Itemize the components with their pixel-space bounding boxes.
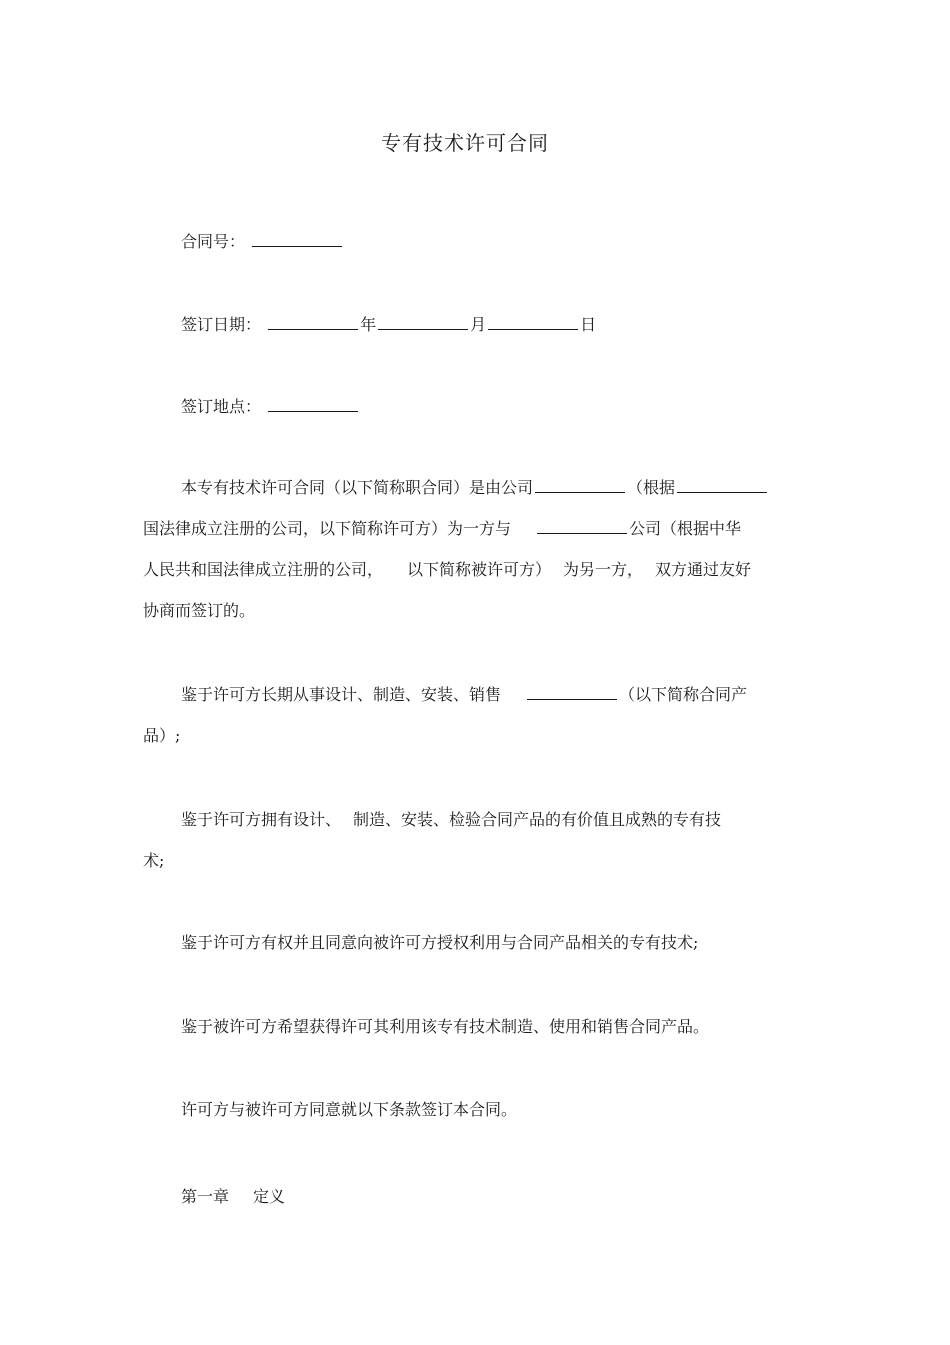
text-run: （根据 bbox=[627, 478, 676, 497]
contract-number-label: 合同号： bbox=[181, 232, 246, 251]
paragraph-row: 鉴于被许可方希望获得许可其利用该专有技术制造、使用和销售合同产品。 bbox=[181, 1017, 710, 1036]
paragraph-row bbox=[143, 715, 813, 756]
fill-blank bbox=[535, 478, 625, 493]
chapter-number: 第一章 bbox=[181, 1187, 230, 1206]
fill-blank bbox=[537, 519, 627, 534]
year-label: 年 bbox=[360, 315, 377, 334]
sign-date-label: 签订日期： bbox=[181, 315, 262, 334]
text-run: 品）; bbox=[143, 726, 181, 745]
text-run: 双方通过友好 bbox=[655, 560, 752, 579]
paragraph-row bbox=[143, 508, 813, 549]
sign-date-line bbox=[181, 312, 596, 335]
paragraph-whereas-3 bbox=[143, 922, 813, 963]
chapter-title: 定义 bbox=[253, 1187, 286, 1206]
document-title: 专有技术许可合同 bbox=[381, 131, 549, 155]
text-run: 为另一方， bbox=[563, 560, 644, 579]
year-blank bbox=[268, 315, 358, 330]
sign-place-line bbox=[181, 394, 360, 417]
day-blank bbox=[488, 315, 578, 330]
text-run: 本专有技术许可合同（以下简称职合同）是由公司 bbox=[181, 478, 534, 497]
contract-number-blank bbox=[252, 232, 342, 247]
text-run: 术; bbox=[143, 851, 165, 870]
fill-blank bbox=[677, 478, 767, 493]
contract-number-line bbox=[181, 229, 344, 252]
text-run: （以下简称合同产 bbox=[619, 685, 748, 704]
text-run: 协商而签订的。 bbox=[143, 601, 256, 620]
paragraph-row: 鉴于许可方有权并且同意向被许可方授权利用与合同产品相关的专有技术; bbox=[181, 933, 699, 952]
paragraph-row bbox=[143, 674, 813, 715]
text-run: 制造、安装、检验合同产品的有价值且成熟的专有技 bbox=[353, 810, 722, 829]
text-run: 以下简称被许可方） bbox=[407, 560, 552, 579]
paragraph-row bbox=[143, 467, 813, 508]
text-run: 人民共和国法律成立注册的公司， bbox=[143, 560, 384, 579]
sign-place-label: 签订地点： bbox=[181, 397, 262, 416]
sign-place-blank bbox=[268, 397, 358, 412]
day-label: 日 bbox=[580, 315, 597, 334]
text-run: 公司（根据中华 bbox=[629, 519, 742, 538]
text-run: 鉴于许可方拥有设计、 bbox=[181, 810, 342, 829]
chapter-heading bbox=[181, 1184, 285, 1207]
paragraph-parties bbox=[143, 467, 813, 631]
paragraph-row: 许可方与被许可方同意就以下条款签订本合同。 bbox=[181, 1100, 518, 1119]
paragraph-whereas-1 bbox=[143, 674, 813, 756]
paragraph-row bbox=[143, 549, 813, 590]
paragraph-whereas-2 bbox=[143, 799, 813, 881]
paragraph-row bbox=[143, 840, 813, 881]
fill-blank bbox=[527, 685, 617, 700]
text-run: 鉴于许可方长期从事设计、制造、安装、销售 bbox=[181, 685, 502, 704]
text-run: 国法律成立注册的公司，以下简称许可方）为一方与 bbox=[143, 519, 512, 538]
month-blank bbox=[378, 315, 468, 330]
paragraph-agreement bbox=[143, 1089, 813, 1130]
paragraph-row bbox=[143, 590, 813, 631]
month-label: 月 bbox=[470, 315, 487, 334]
paragraph-whereas-4 bbox=[143, 1006, 813, 1047]
paragraph-row bbox=[143, 799, 813, 840]
